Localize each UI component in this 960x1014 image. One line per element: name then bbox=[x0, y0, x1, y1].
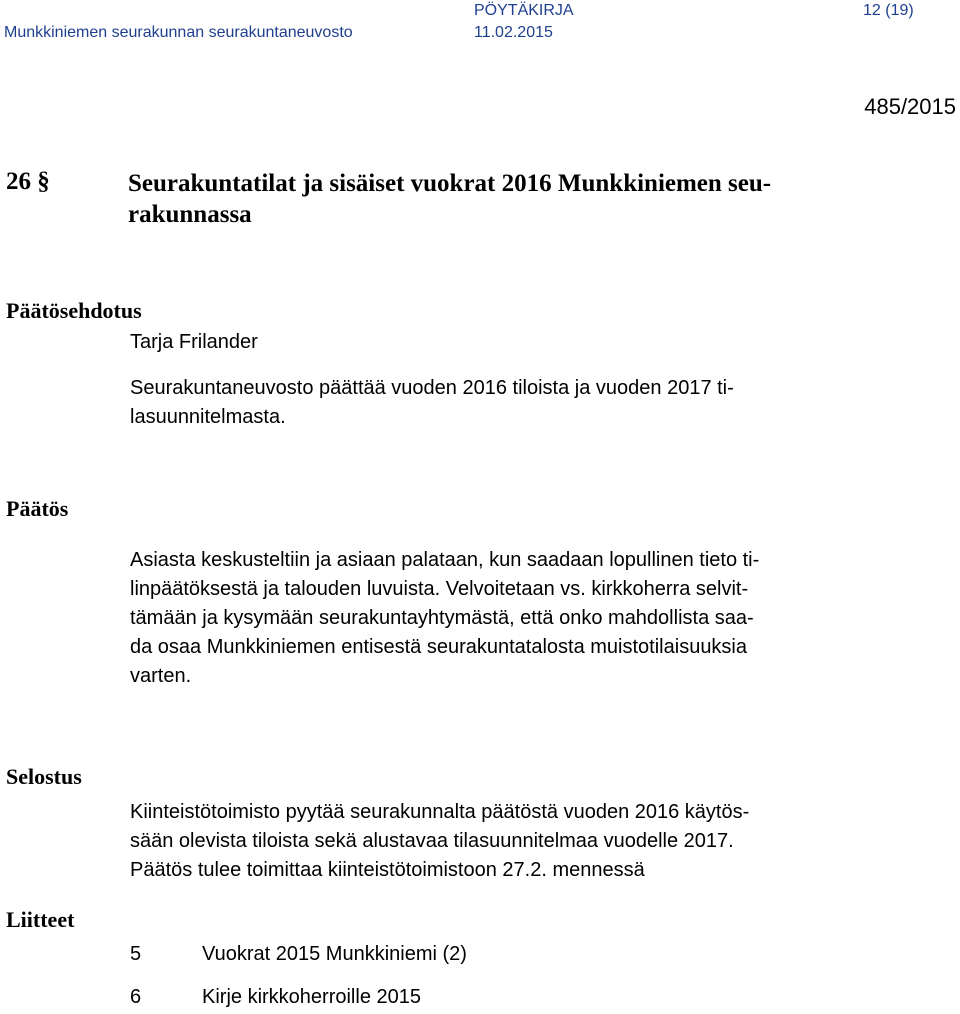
decision-line: Asiasta keskusteltiin ja asiaan palataan, kun saadaan lopullinen tieto ti- bbox=[130, 549, 760, 571]
decision-line: tämään ja kysymään seurakuntayhtymästä, että onko mahdollista saa- bbox=[130, 607, 754, 629]
decision-text bbox=[130, 546, 759, 691]
attachment-number: 6 bbox=[130, 986, 142, 1008]
proposal-text bbox=[130, 374, 734, 432]
section-title bbox=[128, 168, 771, 230]
section-title-line: rakunnassa bbox=[128, 201, 252, 228]
description-line: Päätös tulee toimittaa kiinteistötoimistoon 27.2. mennessä bbox=[130, 859, 645, 881]
attachment-number: 5 bbox=[130, 943, 142, 965]
decision-label: Päätös bbox=[6, 496, 69, 521]
attachment-title: Kirje kirkkoherroille 2015 bbox=[202, 986, 421, 1008]
decision-line: varten. bbox=[130, 665, 192, 687]
section-symbol: 26 § bbox=[6, 168, 50, 195]
organization-name: Munkkiniemen seurakunnan seurakuntaneuvosto bbox=[4, 24, 353, 41]
proposal-line: Seurakuntaneuvosto päättää vuoden 2016 tiloista ja vuoden 2017 ti- bbox=[130, 377, 734, 399]
description-line: sään olevista tiloista sekä alustavaa tilasuunnitelmaa vuodelle 2017. bbox=[130, 830, 734, 852]
proposal-line: lasuunnitelmasta. bbox=[130, 406, 286, 428]
decision-line: linpäätöksestä ja talouden luvuista. Velvoitetaan vs. kirkkoherra selvit- bbox=[130, 578, 749, 600]
document-date: 11.02.2015 bbox=[474, 24, 553, 41]
description-line: Kiinteistötoimisto pyytää seurakunnalta päätöstä vuoden 2016 käytös- bbox=[130, 801, 750, 823]
attachment-title: Vuokrat 2015 Munkkiniemi (2) bbox=[202, 943, 467, 965]
description-text bbox=[130, 798, 749, 885]
description-label: Selostus bbox=[6, 764, 82, 789]
proposal-author: Tarja Frilander bbox=[130, 331, 258, 353]
attachments-label: Liitteet bbox=[6, 907, 75, 932]
decision-line: da osaa Munkkiniemen entisestä seurakuntatalosta muistotilaisuuksia bbox=[130, 636, 748, 658]
document-number: 485/2015 bbox=[864, 94, 956, 119]
proposal-label: Päätösehdotus bbox=[6, 298, 142, 323]
document-type: PÖYTÄKIRJA bbox=[474, 2, 574, 19]
section-title-line: Seurakuntatilat ja sisäiset vuokrat 2016 Munkkiniemen seu- bbox=[128, 170, 772, 197]
page-number: 12 (19) bbox=[863, 2, 914, 19]
